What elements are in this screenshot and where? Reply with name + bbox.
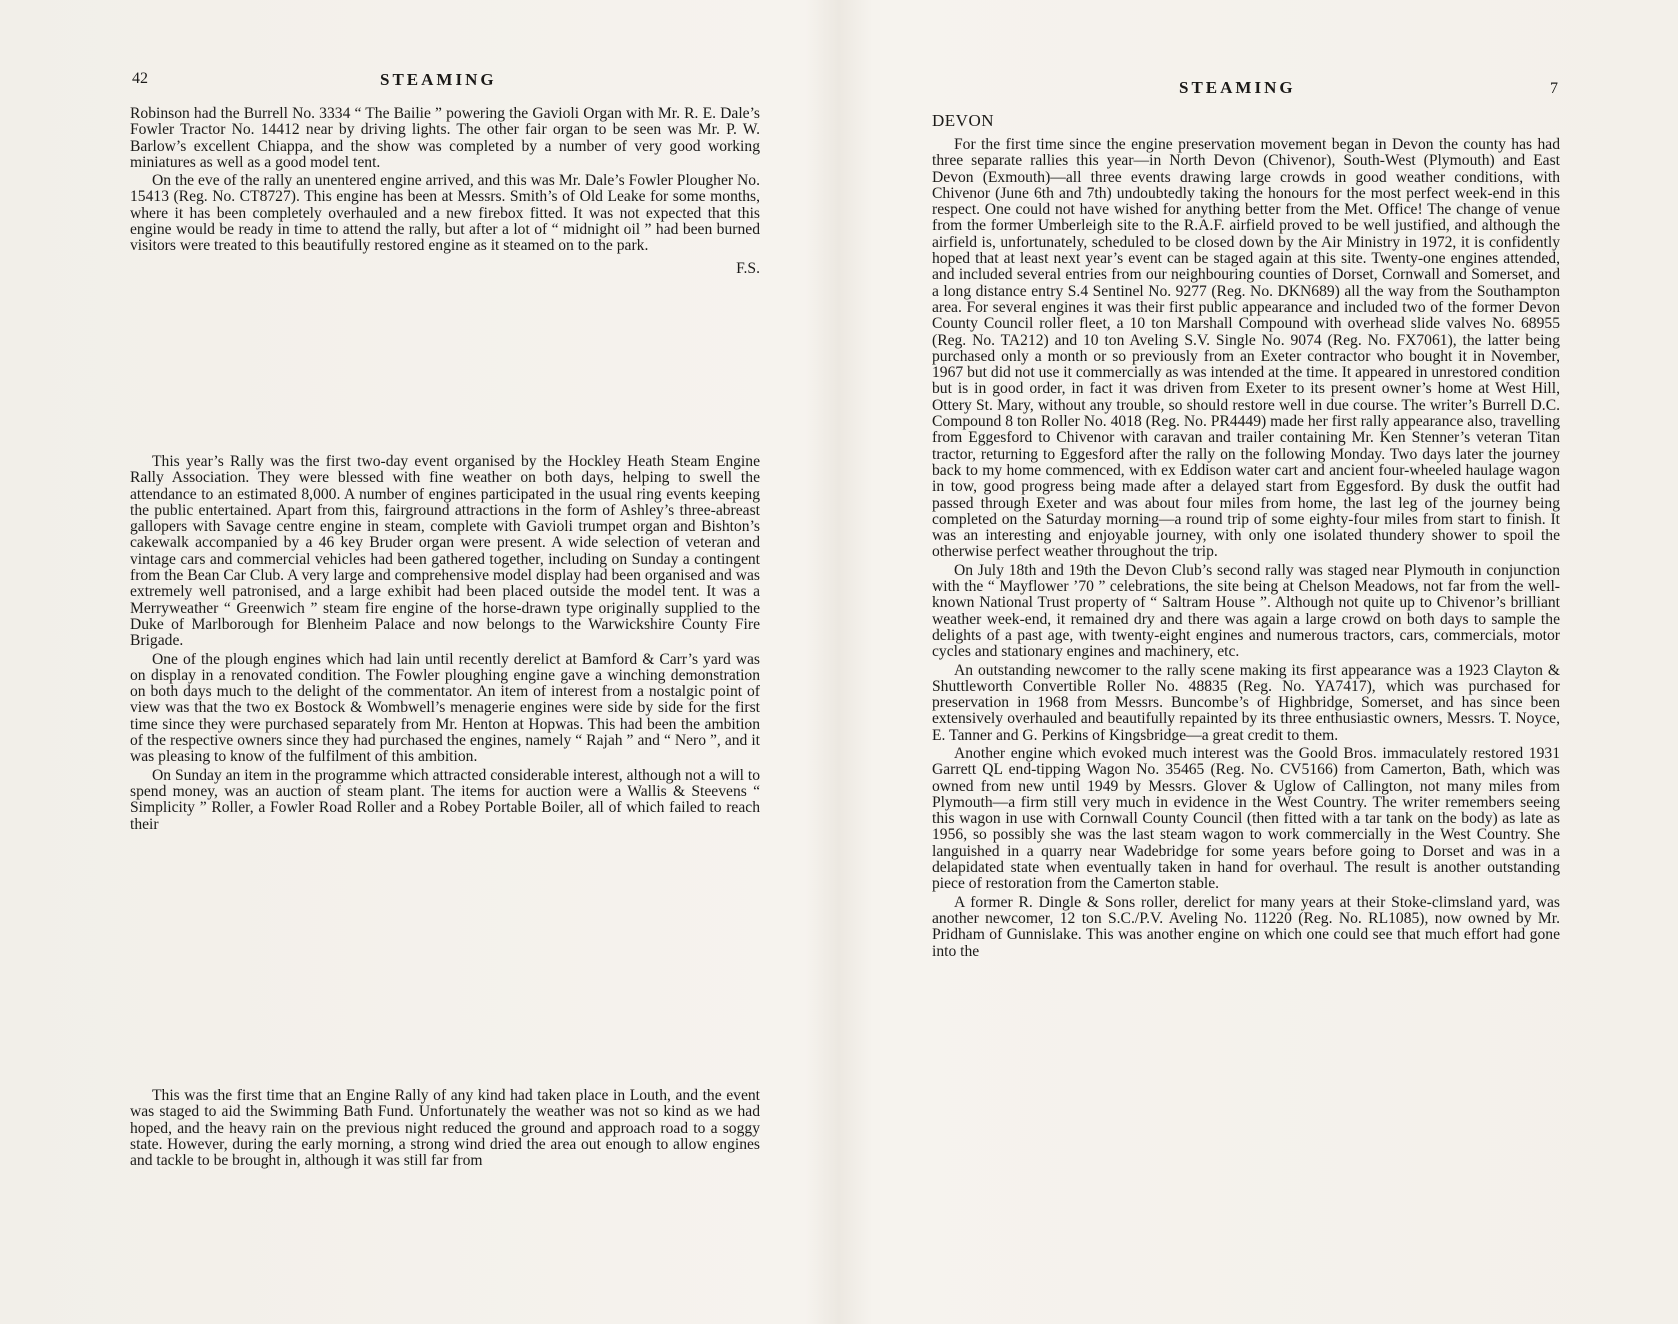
paragraph: On July 18th and 19th the Devon Club’s second rally was staged near Plymouth in conjunction with the “ Mayflower ’70 ” celebrations, the site being at Chelson Meadows, not far from the well-known National Trust property of “ Saltram House ”. Although not quite up to Chivenor’s brilliant weather week-end, it remained dry and there was again a large crowd on both days to sample the delights of a past age, with twenty-eight engines and numerous tractors, cars, commercials, motor cycles and stationary engines and machinery, etc.	[932, 561, 1560, 661]
section-heading: DEVON	[932, 111, 994, 130]
article-block-1	[130, 106, 760, 279]
paragraph: Another engine which evoked much interest was the Goold Bros. immaculately restored 1931 Garrett QL end-tipping Wagon No. 35465 (Reg. No. CV5166) from Camerton, Bath, which was owned from new until 1949 by Messrs. Glover & Uglow of Callington, not many miles from Plymouth—a firm still very much in evidence in the West Country. The writer remembers seeing this wagon in use with Cornwall County Council (then fitted with a tar tank on the body) as late as 1956, so possibly she was the last steam wagon to work commercially in the West Country. She languished in a quarry near Wadebridge for some years before going to Dorset and was in a delapidated state when eventually taken in hand for overhaul. The result is another outstanding piece of restoration from the Camerton stable.	[932, 744, 1560, 893]
paragraph: For the first time since the engine preservation movement began in Devon the county has had three separate rallies this year—in North Devon (Chivenor), South-West (Plymouth) and East Devon (Exmouth)—all three events drawing large crowds in good weather conditions, with Chivenor (June 6th and 7th) undoubtedly taking the honours for the most perfect week-end in this respect. One could not have wished for anything better from the Met. Office! The change of venue from the former Umberleigh site to the R.A.F. airfield proved to be well justified, and although the airfield is, unfortunately, scheduled to be closed down by the Air Ministry in 1972, it is confidently hoped that at least next year’s event can be staged again at this site. Twenty-one engines attended, and included several entries from our neighbouring counties of Dorset, Cornwall and Somerset, and a long distance entry S.4 Sentinel No. 9277 (Reg. No. DKN689) all the way from the Southampton area. For several engines it was their first public appearance and included two of the former Devon County Council roller fleet, a 10 ton Marshall Compound with overhead slide valves No. 68955 (Reg. No. TA212) and 10 ton Aveling S.V. Single No. 9074 (Reg. No. FX7061), the latter being purchased only a month or so previously from an Exeter contractor who bought it in November, 1967 but did not use it commercially as was intended at the time. It appeared in unrestored condition but is in good order, in fact it was driven from Exeter to its present owner’s home at West Hill, Ottery St. Mary, without any trouble, so should restore well in due course. The writer’s Burrell D.C. Compound 8 ton Roller No. 4018 (Reg. No. PR4449) made her first rally appearance also, travelling from Eggesford to Chivenor with caravan and trailer containing Mr. Ken Stenner’s veteran Titan tractor, returning to Eggesford after the rally on the following Monday. Two days later the journey back to my home commenced, with ex Eddison water cart and ancient four-wheeled haulage wagon in tow, good progress being made after a delayed start from Eggesford. By dusk the outfit had passed through Exeter and was about four miles from home, the last leg of the journey being completed on the Saturday morning—a round trip of some eighty-four miles from start to finish. It was an interesting and enjoyable journey, with only one isolated thundery shower to spoil the otherwise perfect weather throughout the trip.	[932, 136, 1560, 561]
paragraph: This was the first time that an Engine Rally of any kind had taken place in Louth, and the event was staged to aid the Swimming Bath Fund. Unfortunately the weather was not so kind as we had hoped, and the heavy rain on the previous night reduced the ground and approach road to a soggy state. However, during the early morning, a strong wind dried the area out enough to allow engines and tackle to be brought in, although it was still far from	[130, 1087, 760, 1170]
running-head: STEAMING	[380, 70, 497, 89]
page-number: 7	[1550, 80, 1558, 97]
paragraph: A former R. Dingle & Sons roller, derelict for many years at their Stoke-climsland yard, was another newcomer, 12 ton S.C./P.V. Aveling No. 11220 (Reg. No. RL1085), now owned by Mr. Pridham of Gunnislake. This was another engine on which one could see that much effort had gone into the	[932, 893, 1560, 960]
paragraph: This year’s Rally was the first two-day event organised by the Hockley Heath Steam Engine Rally Association. They were blessed with fine weather on both days, helping to swell the attendance to an estimated 8,000. A number of engines participated in the usual ring events keeping the public entertained. Apart from this, fairground attractions in the form of Ashley’s three-abreast gallopers with Savage centre engine in steam, complete with Gavioli trumpet organ and Bishton’s cakewalk accompanied by a 46 key Bruder organ were present. A wide selection of veteran and vintage cars and commercial vehicles had been gathered together, including on Sunday a contingent from the Bean Car Club. A very large and comprehensive model display had been organised and was extremely well patronised, and a large exhibit had been placed outside the model tent. It was a Merryweather “ Greenwich ” steam fire engine of the horse-drawn type originally supplied to the Duke of Marlborough for Blenheim Palace and now belongs to the Warwickshire County Fire Brigade.	[130, 453, 760, 650]
article-block-3	[130, 1088, 760, 1171]
paragraph: On the eve of the rally an unentered engine arrived, and this was Mr. Dale’s Fowler Plougher No. 15413 (Reg. No. CT8727). This engine has been at Messrs. Smith’s of Old Leake for some months, where it has been completely overhauled and a new firebox fitted. It was not expected that this engine would be ready in time to attend the rally, but after a lot of “ midnight oil ” had been burned visitors were treated to this beautifully restored engine as it steamed on to the park.	[130, 172, 760, 255]
page-number: 42	[132, 70, 148, 87]
devon-article	[932, 137, 1560, 962]
paragraph: An outstanding newcomer to the rally scene making its first appearance was a 1923 Clayton & Shuttleworth Convertible Roller No. 48835 (Reg. No. YA7417), which was purchased for preservation in 1968 from Messrs. Buncombe’s of Highbridge, Somerset, and has since been extensively overhauled and beautifully repainted by its three enthusiastic owners, Messrs. T. Noyce, E. Tanner and G. Perkins of Kingsbridge—a great credit to them.	[932, 661, 1560, 744]
right-page	[850, 0, 1678, 1324]
article-block-2	[130, 454, 760, 835]
paragraph: On Sunday an item in the programme which attracted considerable interest, although not a will to spend money, was an auction of steam plant. The items for auction were a Wallis & Steevens “ Simplicity ” Roller, a Fowler Road Roller and a Robey Portable Boiler, all of which failed to reach their	[130, 766, 760, 833]
running-head: STEAMING	[1179, 78, 1296, 97]
paragraph: One of the plough engines which had lain until recently derelict at Bamford & Carr’s yard was on display in a renovated condition. The Fowler ploughing engine gave a winching demonstration on both days much to the delight of the commentator. An item of interest from a nostalgic point of view was that the two ex Bostock & Wombwell’s menagerie engines were side by side for the first time since they were purchased separately from Mr. Henton at Hopwas. This had been the ambition of the respective owners since they had purchased the engines, namely “ Rajah ” and “ Nero ”, and it was pleasing to know of the fulfilment of this ambition.	[130, 650, 760, 766]
paragraph: Robinson had the Burrell No. 3334 “ The Bailie ” powering the Gavioli Organ with Mr. R. E. Dale’s Fowler Tractor No. 14412 near by driving lights. The other fair organ to be seen was Mr. P. W. Barlow’s excellent Chiappa, and the show was completed by a number of very good working miniatures as well as a good model tent.	[130, 105, 760, 171]
author-signature: F.S.	[736, 259, 760, 277]
